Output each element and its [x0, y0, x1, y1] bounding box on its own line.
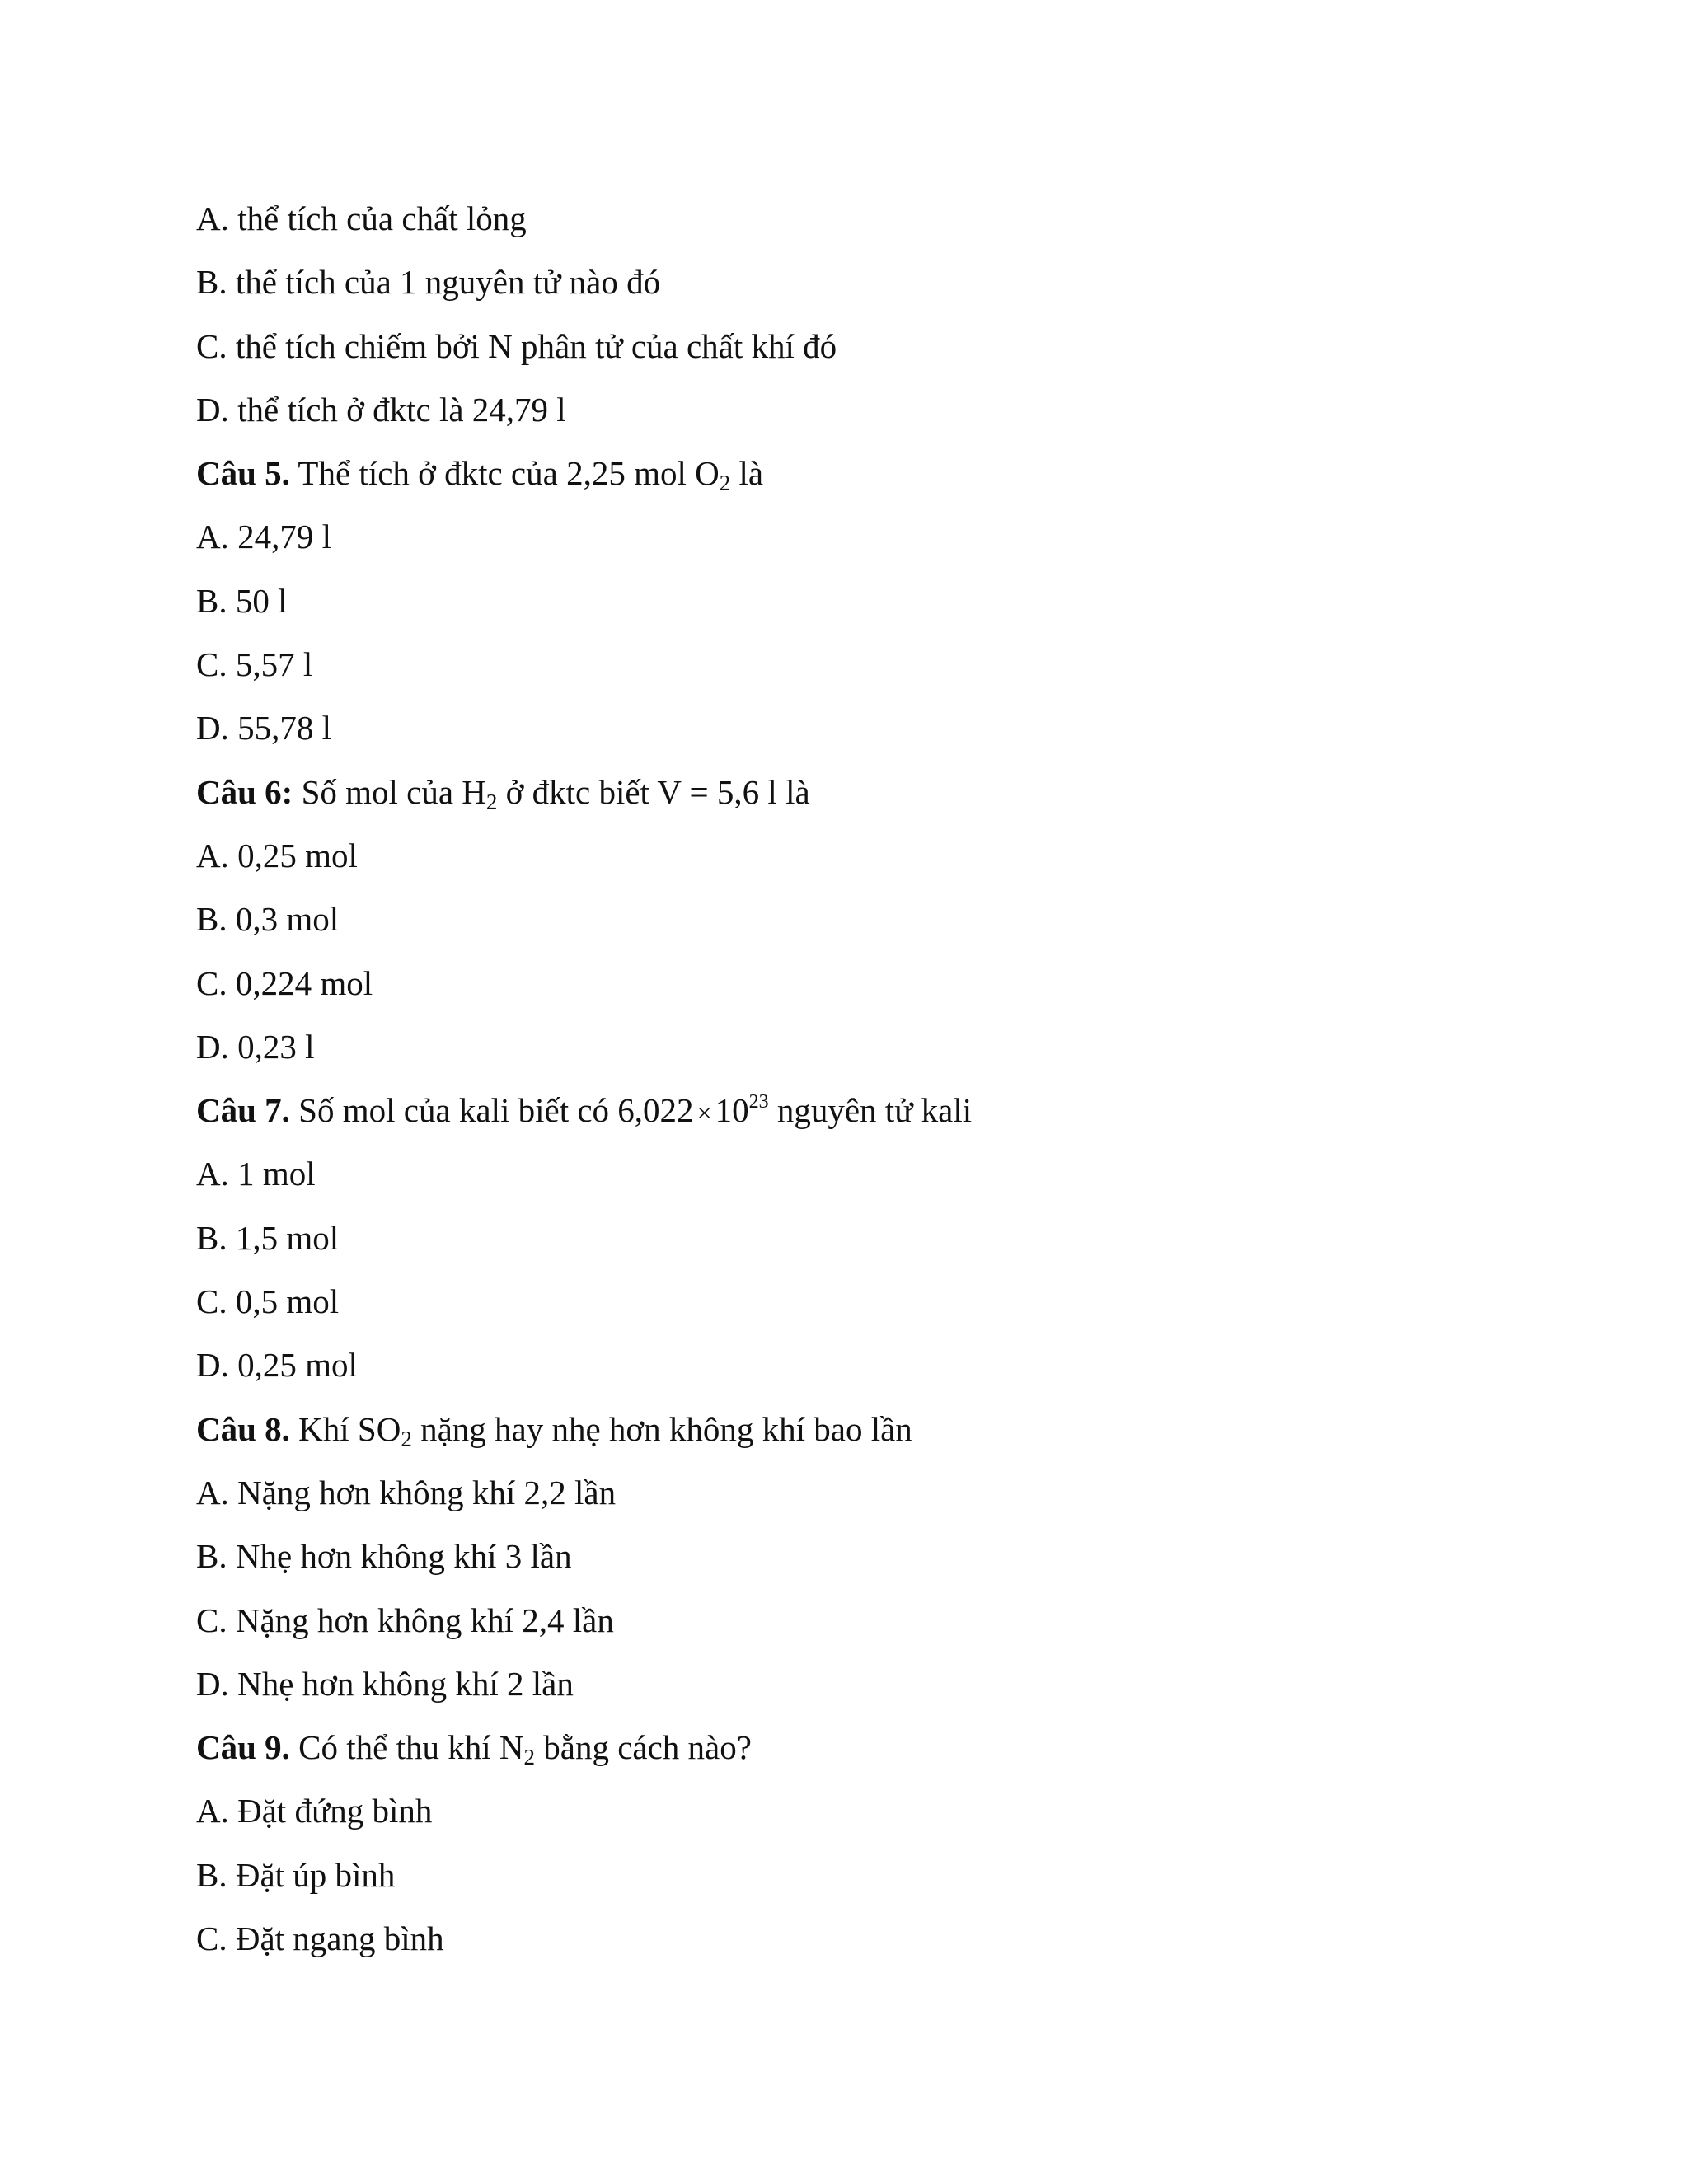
- q8-option-d: D. Nhẹ hơn không khí 2 lần: [196, 1664, 574, 1703]
- q5-text-before: Thể tích ở đktc của 2,25 mol O: [289, 454, 720, 493]
- q5-option-b: B. 50 l: [196, 581, 288, 620]
- q7-times-sign: ×: [696, 1098, 712, 1128]
- q9-text-after: bằng cách nào?: [535, 1728, 752, 1767]
- q6-option-d: D. 0,23 l: [196, 1027, 315, 1066]
- q7-label: Câu 7.: [196, 1091, 290, 1130]
- q7-text-before: Số mol của kali biết có 6,022: [289, 1091, 694, 1130]
- q4-option-d: D. thể tích ở đktc là 24,79 l: [196, 390, 566, 429]
- document-page: [196, 194, 1597, 1977]
- q8-option-b: B. Nhẹ hơn không khí 3 lần: [196, 1537, 572, 1576]
- q7-option-d: D. 0,25 mol: [196, 1346, 358, 1385]
- q7-exponent: 23: [748, 1091, 769, 1113]
- q8-subscript: 2: [401, 1426, 412, 1451]
- q9-subscript: 2: [523, 1745, 535, 1770]
- q8-text-before: Khí SO: [289, 1409, 401, 1448]
- q5-question: [196, 448, 1597, 512]
- q8-option-c: C. Nặng hơn không khí 2,4 lần: [196, 1601, 614, 1639]
- q8-label: Câu 8.: [196, 1409, 290, 1448]
- q8-option-a: A. Nặng hơn không khí 2,2 lần: [196, 1473, 617, 1511]
- q6-question: [196, 767, 1597, 831]
- q6-option-b: B. 0,3 mol: [196, 900, 340, 939]
- q5-label: Câu 5.: [196, 454, 290, 493]
- q4-option-a: A. thể tích của chất lỏng: [196, 199, 527, 237]
- q6-text-after: ở đktc biết V = 5,6 l là: [497, 772, 810, 811]
- q7-question: [196, 1085, 1597, 1149]
- q8-question: [196, 1404, 1597, 1468]
- q9-option-c: C. Đặt ngang bình: [196, 1919, 444, 1958]
- q5-option-d: D. 55,78 l: [196, 709, 331, 748]
- q8-text-after: nặng hay nhẹ hơn không khí bao lần: [411, 1409, 912, 1448]
- q5-option-c: C. 5,57 l: [196, 645, 313, 684]
- q9-option-a: A. Đặt đứng bình: [196, 1792, 433, 1830]
- q4-option-c: C. thể tích chiếm bởi N phân tử của chất khí đó: [196, 326, 837, 365]
- q9-question: [196, 1722, 1597, 1786]
- q5-text-after: là: [730, 454, 764, 493]
- q7-option-a: A. 1 mol: [196, 1155, 316, 1193]
- q7-option-c: C. 0,5 mol: [196, 1282, 340, 1321]
- q7-option-b: B. 1,5 mol: [196, 1218, 340, 1257]
- q6-option-c: C. 0,224 mol: [196, 963, 373, 1002]
- q5-subscript: 2: [719, 471, 731, 496]
- q9-text-before: Có thể thu khí N: [289, 1728, 524, 1767]
- q4-option-b: B. thể tích của 1 nguyên tử nào đó: [196, 263, 661, 302]
- q6-subscript: 2: [485, 789, 498, 814]
- q9-option-b: B. Đặt úp bình: [196, 1855, 396, 1894]
- q9-label: Câu 9.: [196, 1728, 290, 1767]
- q6-option-a: A. 0,25 mol: [196, 836, 358, 874]
- q6-label: Câu 6:: [196, 772, 293, 811]
- q7-text-after: nguyên tử kali: [768, 1091, 973, 1130]
- q7-power-base: 10: [715, 1091, 749, 1130]
- q6-text-before: Số mol của H: [293, 772, 486, 811]
- q5-option-a: A. 24,79 l: [196, 518, 331, 556]
